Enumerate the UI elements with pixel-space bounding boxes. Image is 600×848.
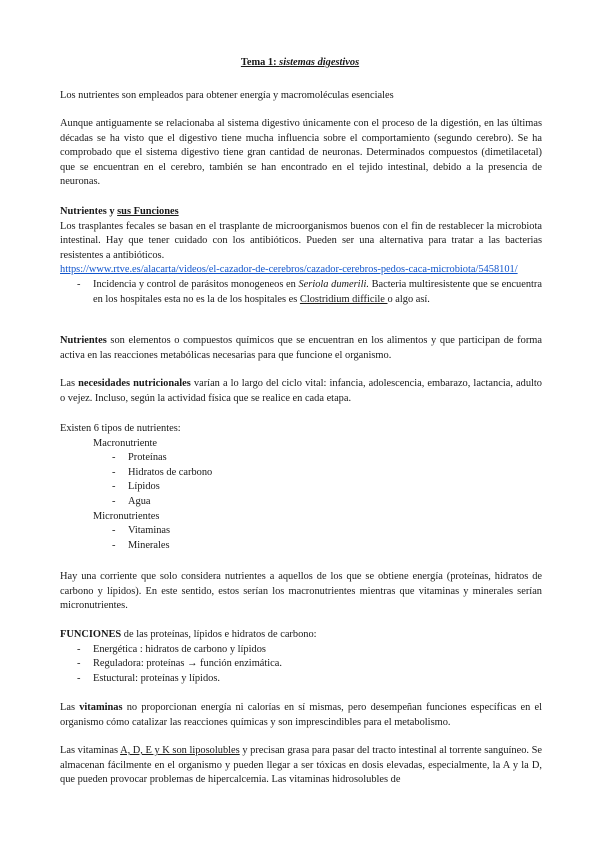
tipos-nutrientes bbox=[60, 422, 542, 553]
vitaminas-prefix: Las bbox=[60, 702, 80, 713]
bullet-text-a: Incidencia y control de parásitos monogeneos en bbox=[93, 278, 299, 290]
term-nutrientes: Nutrientes bbox=[60, 335, 107, 346]
micro-list bbox=[60, 524, 542, 553]
funciones-list bbox=[60, 643, 542, 687]
term-vitaminas: vitaminas bbox=[79, 702, 123, 713]
vitaminas-text: no proporcionan energía ni calorías en sí mismas, pero desempeñan funciones específicas en el organismo cómo catalizar las reacciones químicas y son imprescindibles para el metabolismo. bbox=[60, 702, 542, 728]
bullet-text-c: o algo así. bbox=[387, 293, 430, 305]
list-item bbox=[60, 278, 542, 307]
term-necesidades: necesidades nutricionales bbox=[78, 378, 191, 389]
bullet-text-b: Bacteria multiresistente que se encuentra en los hospitales esta no es la de los hospitales es bbox=[93, 278, 542, 305]
paragraph-nutrientes bbox=[60, 334, 542, 363]
list-item: - Minerales bbox=[60, 539, 542, 554]
funciones-section bbox=[60, 628, 542, 686]
heading-part-b: sus Funciones bbox=[117, 206, 179, 217]
list-item: - Energética : hidratos de carbono y lípidos bbox=[60, 643, 542, 658]
intro-paragraph: Los nutrientes son empleados para obtener energía y macromoléculas esenciales bbox=[60, 90, 394, 101]
lipo-underlined: A, D, E y K son liposolubles bbox=[120, 745, 240, 756]
list-item: - Proteínas bbox=[60, 451, 542, 466]
list-item: - Reguladora: proteínas → función enzimática. bbox=[60, 657, 542, 672]
tipos-intro: Existen 6 tipos de nutrientes: bbox=[60, 423, 181, 434]
list-item: - Agua bbox=[60, 495, 542, 510]
list-item: - Vitaminas bbox=[60, 524, 542, 539]
list-item: - Lípidos bbox=[60, 480, 542, 495]
title-italic: sistemas digestivos bbox=[279, 57, 360, 68]
lipo-prefix: Las vitaminas bbox=[60, 745, 121, 756]
macro-label: Macronutriente bbox=[93, 437, 158, 449]
funciones-text: de las proteínas, lípidos e hidratos de carbono: bbox=[121, 629, 317, 640]
funciones-intro bbox=[60, 628, 542, 643]
paragraph-liposolubles bbox=[60, 744, 542, 788]
necesidades-text: varían a lo largo del ciclo vital: infancia, adolescencia, embarazo, lactancia, adulto o vejez. Incluso, según la actividad física que se realice en cada etapa. bbox=[60, 378, 542, 404]
heading-part-a: Nutrientes y bbox=[60, 206, 118, 217]
rtve-video-link[interactable]: https://www.rtve.es/alacarta/videos/el-cazador-de-cerebros/cazador-cerebros-pedos-caca-microbiota/5458101/ bbox=[60, 264, 518, 276]
section-text: Los trasplantes fecales se basan en el trasplante de microorganismos buenos con el fin de restablecer la microbiota intestinal. Hay que tener cuidado con los antibióticos. Pueden ser una alternativa para tratar a las bacterias resistentes a antibióticos. bbox=[60, 220, 542, 261]
section-nutrientes bbox=[60, 205, 542, 307]
title-prefix: Tema 1: bbox=[240, 57, 280, 68]
bullet-underlined: Clostridium difficile bbox=[299, 293, 388, 305]
lipo-text: y precisan grasa para pasar del tracto intestinal al torrente sanguíneo. Se almacenan fácilmente en el organismo y pueden llegar a ser tóxicas en dosis elevadas, especialmente, la A y la D, que pueden provocar problemas de hipercalcemia. Las vitaminas hidrosolubles de bbox=[60, 745, 543, 786]
term-funciones: FUNCIONES bbox=[60, 629, 122, 640]
paragraph-corriente: Hay una corriente que solo considera nutrientes a aquellos de los que se obtiene energía (proteínas, hidratos de carbono y lípidos). En este sentido, estos serían los macronutrientes mientras que vitaminas y minerales serían micronutrientes. bbox=[60, 571, 542, 612]
macro-list bbox=[60, 451, 542, 509]
micro-label: Micronutrientes bbox=[93, 510, 160, 522]
paragraph-digestivo: Aunque antiguamente se relacionaba al sistema digestivo únicamente con el proceso de la digestión, en las últimas décadas se ha visto que el digestivo tiene mucha influencia sobre el comportamiento (segundo cerebro). Se ha comprobado que el sistema digestivo tiene gran cantidad de neuronas. Determinados compuestos (dimetilacetal) que se encuentran en el cerebro, también se han encontrado en el tejido intestinal, debido a la presencia de neuronas. bbox=[60, 118, 542, 188]
bullet-italic: Seriola dumerili. bbox=[298, 278, 369, 290]
list-item: - Hidratos de carbono bbox=[60, 466, 542, 481]
page-title bbox=[0, 56, 600, 71]
section-bullet-list bbox=[60, 278, 542, 307]
paragraph-necesidades bbox=[60, 377, 542, 406]
section-heading bbox=[60, 205, 542, 220]
necesidades-prefix: Las bbox=[60, 378, 79, 389]
list-item: - Estuctural: proteínas y lípidos. bbox=[60, 672, 542, 687]
paragraph-vitaminas bbox=[60, 701, 542, 730]
nutrientes-text: son elementos o compuestos químicos que se encuentran en los alimentos y que participan de forma activa en las reacciones metabólicas necesarias para que funcione el organismo. bbox=[60, 335, 542, 361]
